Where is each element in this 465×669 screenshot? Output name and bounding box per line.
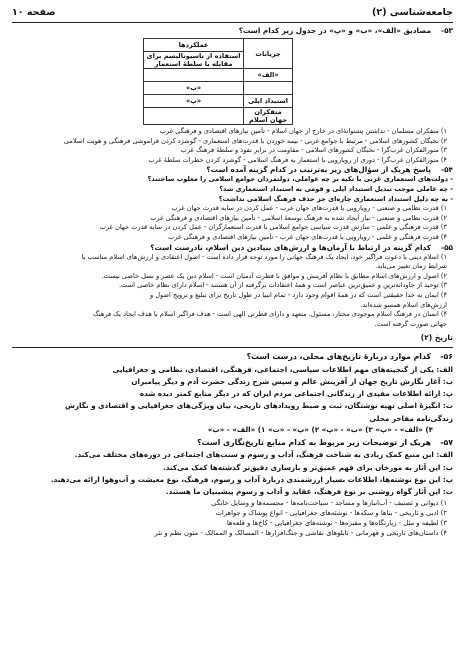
option-2[interactable]: ۲) اصول و ارزش‌های اسلام مطابق با نظام آفرینش و موافق با فطرت آدمیان است - اسلام دین یک عصر و نسل خاصی نیست. xyxy=(101,271,447,280)
table-cell: متفکران جهان اسلام xyxy=(244,108,293,125)
sub-question: - دولت‌های استعماری غربی با تکیه بر چه عواملی، دولتمردان جوامع اسلامی را مغلوب ساختند؟ xyxy=(147,175,453,184)
statement: الف: یکی از گنجینه‌های مهم اطلاعات سیاسی، اجتماعی، فرهنگی، اقتصادی، نظامی و جغرافیایی xyxy=(112,364,453,374)
history-section xyxy=(12,351,453,538)
option-3[interactable]: ۳) منورالفکران غرب‌گرا - نخبگان کشورهای اسلامی - مقاومت در برابر نفوذ و سلطهٔ فرهنگ غرب xyxy=(180,146,447,155)
subject-title: جامعه‌شناسی (۲) xyxy=(372,6,453,18)
question-54 xyxy=(12,165,453,242)
question-stem xyxy=(12,26,453,36)
question-number: ۵۷- xyxy=(440,437,453,447)
statement: ب: آغاز نگارش تاریخ جهان از آفرینش عالم و سپس شرح زندگی حضرت آدم و دیگر پیامبران xyxy=(131,376,453,386)
option-1[interactable]: ۱) اسلام دینی با دعوت فراگیر خود، ایجاد یک فرهنگ جهانی را مورد توجه قرار داده است - اصول اعتقادی و ارزش‌های اسلام مناسب با xyxy=(81,252,447,261)
table-header-right: جریانات xyxy=(244,39,293,69)
question-stem xyxy=(12,351,453,364)
question-55 xyxy=(12,243,453,330)
table-cell xyxy=(144,108,244,125)
option-2[interactable]: ۲) ادبی و تاریخی - بناها و سکه‌ها - نوشته‌های جغرافیایی - انواع پوشاک و جواهرات xyxy=(215,509,447,518)
option-1[interactable]: ۱) دیوانی و تصنیف - آب‌انبارها و مساجد - سیاحت‌نامه‌ها - مجسمه‌ها و وسایل خانگی xyxy=(211,499,447,508)
option-2[interactable]: ۲) قدرت نظامی و صنعتی - نیاز ایجاد شده به فرهنگ توسعهٔ اسلامی - تأمین نیازهای اقتصادی و فرهنگی غرب xyxy=(150,213,447,222)
option-3[interactable]: ۳) قدرت فرهنگی و علمی - سازش قدرت سیاسی جوامع اسلامی با قدرت استعمارگران - عمل کردن در سایه قدرت جهان غرب xyxy=(99,223,447,232)
page-number: صفحه ۱۰ xyxy=(12,6,56,18)
option-1[interactable]: ۱) متفکران مسلمان - نداشتن پشتوانهٔ‌ای در خارج از جهان اسلام - تأمین نیازهای اقتصادی و فرهنگی غرب xyxy=(159,127,447,135)
option-4[interactable]: ۴) ایمان به خدا حقیقتی است که در همهٔ اقوام وجود دارد - تمام انبیا در طول تاریخ برای تبلیغ و ترویج اصول و xyxy=(149,290,447,299)
question-text: پاسخ هریک از سؤال‌های زیر به‌ترتیب در کدام گزینه آمده است؟ xyxy=(206,165,431,175)
question-text: مصادیق «الف»، «ب» و «پ» در جدول زیر کدام است؟ xyxy=(238,26,431,35)
option-4[interactable]: ۴) داستان‌های تاریخی و قهرمانی - تابلوهای نقاشی و جنگ‌افزارها - المسالک و الممالک - متون نظم و نثر xyxy=(154,529,447,538)
table-cell xyxy=(144,69,244,82)
statement: زندگی‌نامه مفاخر محلی xyxy=(369,413,453,423)
option-1[interactable]: ۱) قدرت نظامی و صنعتی - رویارویی با قدرت‌های جهان غرب - عمل کردن در سایه قدرت جهان غرب xyxy=(171,204,447,213)
statement: پ: ارائه اطلاعات مفیدی از زندگانی اجتماعی مردم ایران که در دیگر منابع کمتر دیده شده xyxy=(139,389,453,399)
question-number: ۵۴- xyxy=(441,165,453,175)
option-5[interactable]: ۴) انسان در فرهنگ اسلام موجودی مختار، مسئول، متعهد و دارای فطرتی الهی است - هدف فراگیر اسلام با هدف ایجاد یک فرهنگ xyxy=(93,310,447,319)
table-cell: «الف» xyxy=(244,69,293,82)
question-stem xyxy=(12,165,453,175)
question-text: کدام موارد دربارهٔ تاریخ‌های محلی، درست است؟ xyxy=(246,352,431,362)
table-cell: استبداد ایلی xyxy=(244,95,293,108)
option-2[interactable]: ۲) نخبگان کشورهای اسلامی - مرتبط با جوامع غربی - بیمه خوردن با قدرت‌های استعماری - گوشزد کردن فراموشی فرهنگی و هویت اسلامی xyxy=(63,136,447,145)
option-4[interactable]: ۴) منورالفکران غرب‌گرا - دوری از رویارویی با استعمار به فرهنگ اسلامی - گوشزد کردن خطرات سلطهٔ غرب xyxy=(148,155,447,164)
header-rule xyxy=(12,22,453,23)
question-56 xyxy=(12,351,453,437)
question-text: هریک از توضیحات زیر مربوط به کدام منابع تاریخ‌نگاری است؟ xyxy=(197,437,431,447)
question-57 xyxy=(12,437,453,538)
option-5-cont: جهانی صورت گرفته است. xyxy=(374,319,447,328)
table-subheader: استفاده از ناسیونالیسم برای مقابله با سلطهٔ استعمار xyxy=(144,52,244,69)
section-rule xyxy=(12,347,453,348)
statement: ت: انگیزهٔ اصلی تهیه نوشتگان، ثبت و ضبط رویدادهای تاریخی، بیان ویژگی‌های جغرافیایی و اقتصادی و نگارش xyxy=(64,401,453,411)
table-header-left: عملکردها xyxy=(144,39,244,52)
question-53 xyxy=(12,26,453,165)
statement: پ: این نوع نوشته‌ها، اطلاعات بسیار ارزشمندی دربارهٔ آداب و رسوم، فرهنگ، نوع معیشت و آب‌وهوا ارائه می‌دهند. xyxy=(50,474,453,484)
option-3[interactable]: ۳) توحید از جاودانه‌ترین و عمیق‌ترین عناصر است و همهٔ اعتقادات برگرفته از آن هستند - اسلام دارای نظام خاصی است. xyxy=(119,281,447,290)
question-number: ۵۳- xyxy=(441,26,453,35)
statement: ب: این آثار به مورخان برای فهم عمیق‌تر و بازسازی دقیق‌تر گذشته‌ها کمک می‌کند. xyxy=(163,462,453,472)
question-text: کدام گزینه در ارتباط با آرمان‌ها و ارزش‌های بنیادین دین اسلام، نادرست است؟ xyxy=(150,242,431,252)
sub-question: - به چه دلیل استبداد استعماری چاره‌ای جز حذف فرهنگ اسلامی نداشت؟ xyxy=(218,194,453,203)
option-3[interactable]: ۳) لطیفه و مثل - زیارتگاه‌ها و مقبره‌ها - نوشته‌های جغرافیایی - کاخ‌ها و قلعه‌ها xyxy=(226,519,447,528)
option-1-cont: شرایط زمان تغییر می‌یابد. xyxy=(375,262,447,271)
answer-options[interactable]: ۴) «الف» - «پ» ۳) «ب» - «پ» ۲) «پ» - «ت» ۱) «الف» - «ب» xyxy=(207,424,433,434)
question-stem xyxy=(12,437,453,450)
table-cell: «ب» xyxy=(144,82,244,95)
page-header xyxy=(12,4,453,20)
sub-question: - چه عاملی موجب تبدیل استبداد ایلی و قومی به استبداد استعماری شد؟ xyxy=(219,184,453,193)
statement: ت: این آثار گواه روشنی بر نوع فرهنگ، عقاید و آداب و رسوم پیشینیان ما هستند. xyxy=(165,486,453,496)
question-number: ۵۵- xyxy=(441,242,453,252)
question-table xyxy=(143,38,293,125)
statement: الف: این منبع کمک زیادی به شناخت فرهنگ، آداب و رسوم و سنت‌های اجتماعی در دوره‌های مختلف می‌کند. xyxy=(74,450,453,460)
question-number: ۵۶- xyxy=(440,352,453,362)
question-stem xyxy=(12,243,453,253)
table-cell xyxy=(244,82,293,95)
option-4-cont: ارزش‌های اسلام همسو شده‌اند. xyxy=(360,300,447,309)
option-4[interactable]: ۴) قدرت فرهنگی و علمی - رویارویی با قدرت‌های جهان غرب - تأمین نیازهای اقتصادی و فرهنگی غرب xyxy=(168,232,447,241)
section-title: تاریخ (۲) xyxy=(420,333,453,343)
table-cell: «پ» xyxy=(144,95,244,108)
